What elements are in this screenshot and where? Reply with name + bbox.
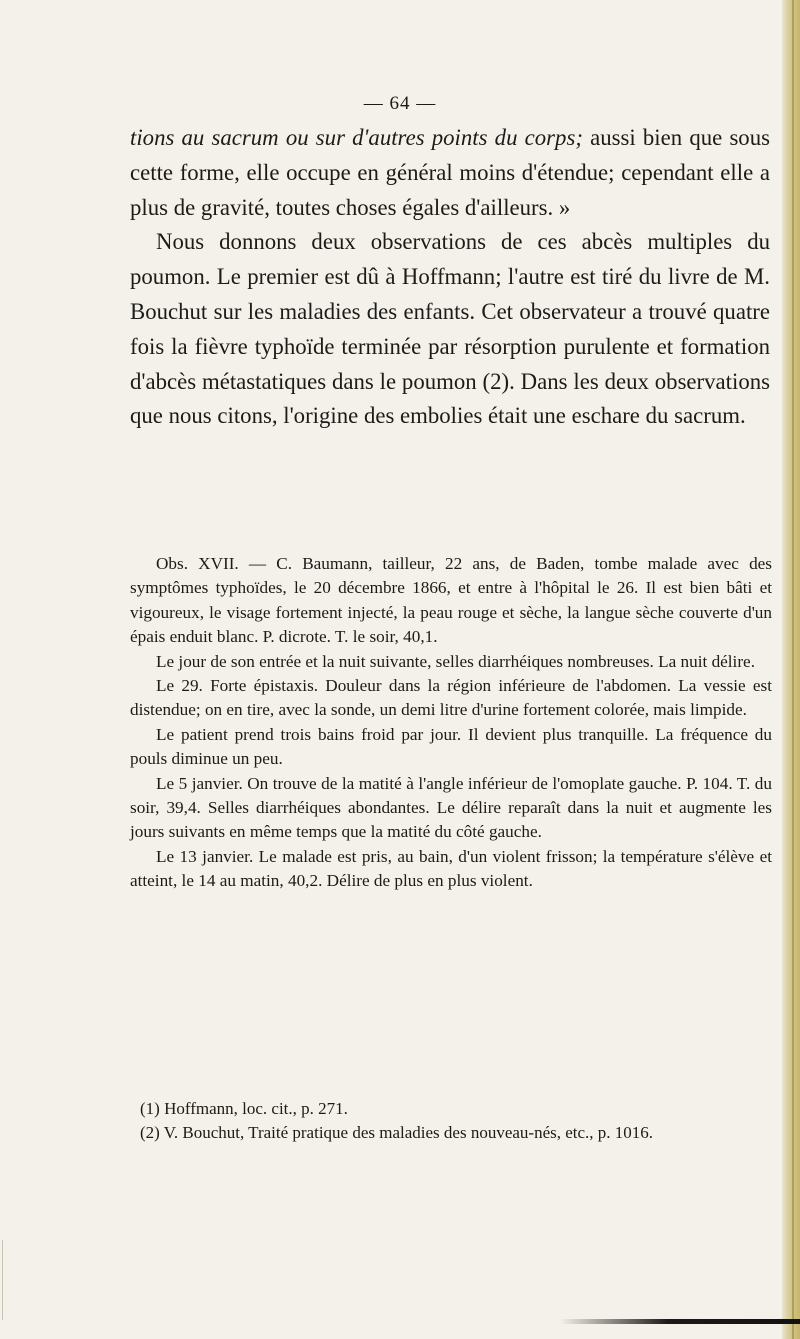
- page-edge: [782, 0, 800, 1339]
- observation-paragraph: Le patient prend trois bains froid par jour. Il devient plus tranquille. La fréquence du pouls diminue un peu.: [130, 724, 772, 769]
- footnote: (1) Hoffmann, loc. cit., p. 271.: [140, 1099, 348, 1118]
- paragraph-observations-intro: Nous donnons deux observations de ces abcès multiples du poumon. Le premier est dû à Hoffmann; l'autre est tiré du livre de M. Bouchut sur les maladies des enfants. Cet observateur a trouvé quatre fois la fièvre typhoïde terminée par résorption purulente et formation d'abcès métastatiques dans le poumon (2). Dans les deux observations que nous citons, l'origine des embolies était une eschare du sacrum.: [130, 229, 770, 429]
- bottom-rule: [560, 1319, 800, 1324]
- main-body-text: [130, 121, 770, 434]
- observation-paragraph: Le 5 janvier. On trouve de la matité à l'angle inférieur de l'omoplate gauche. P. 104. T. du soir, 39,4. Selles diarrhéiques abondantes. Le délire reparaît dans la nuit et augmente les jours suivants en même temps que la matité du côté gauche.: [130, 773, 772, 842]
- observation-paragraph: Le jour de son entrée et la nuit suivante, selles diarrhéiques nombreuses. La nuit délire.: [156, 651, 755, 671]
- footnote: (2) V. Bouchut, Traité pratique des maladies des nouveau-nés, etc., p. 1016.: [140, 1122, 654, 1142]
- page-number: — 64 —: [363, 93, 437, 114]
- paragraph-continued-rest: aussi bien que sous cette forme, elle occupe en général moins d'étendue; cependant elle a plus de gravité, toutes choses égales d'ailleurs. »: [130, 125, 770, 220]
- observation-paragraph: Obs. XVII. — C. Baumann, tailleur, 22 ans, de Baden, tombe malade avec des symptômes typhoïdes, le 20 décembre 1866, et entre à l'hôpital le 26. Il est bien bâti et vigoureux, le visage fortement injecté, la peau rouge et sèche, la langue sèche couverte d'un épais enduit blanc. P. dicrote. T. le soir, 40,1.: [130, 554, 772, 647]
- paragraph-continued: [130, 121, 770, 225]
- paper-scuff: [2, 1240, 3, 1320]
- page-edge-shadow: [792, 0, 794, 1339]
- footnotes: [130, 1097, 775, 1144]
- observation-paragraph: Le 29. Forte épistaxis. Douleur dans la région inférieure de l'abdomen. La vessie est distendue; on en tire, avec la sonde, un demi litre d'urine fortement colorée, mais limpide.: [130, 676, 772, 720]
- observation-block: [130, 552, 772, 894]
- italic-lead: tions au sacrum ou sur d'autres points du corps;: [130, 125, 583, 150]
- observation-paragraph: Le 13 janvier. Le malade est pris, au bain, d'un violent frisson; la température s'élève et atteint, le 14 au matin, 40,2. Délire de plus en plus violent.: [130, 846, 772, 891]
